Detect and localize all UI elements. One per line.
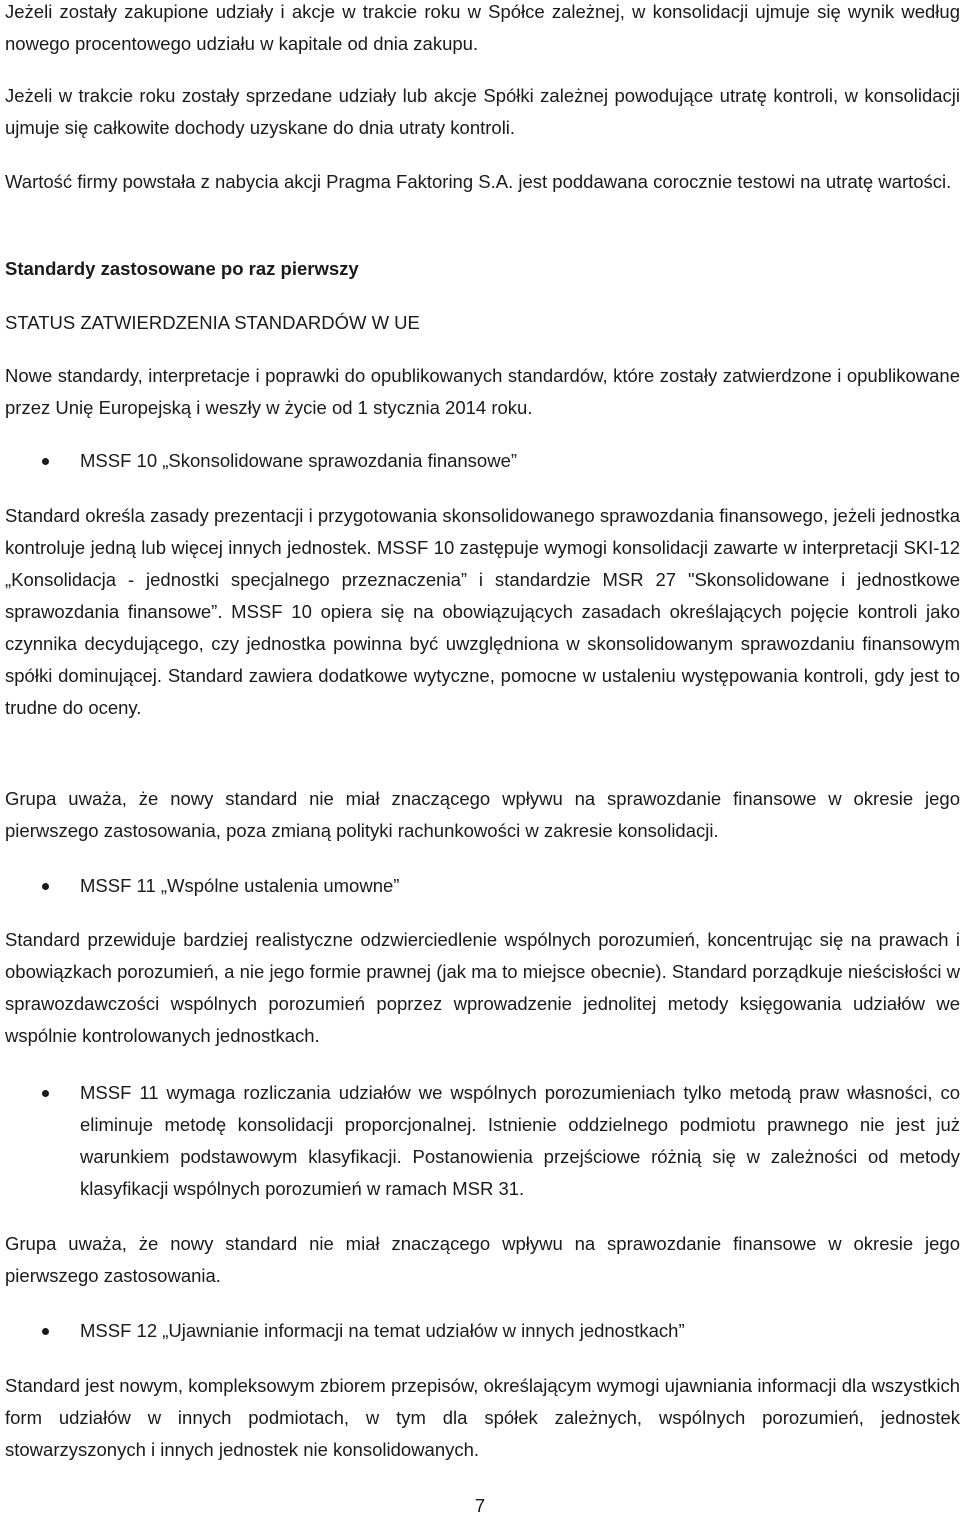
bullet-dot-icon <box>42 883 49 890</box>
bullet-text-ifrs11-equity: MSSF 11 wymaga rozliczania udziałów we wspólnych porozumieniach tylko metodą praw własności, co eliminuje metodę konsolidacji proporcjonalnej. Istnienie oddzielnego podmiotu prawnego nie jest już warunkiem podstawowym klasyfikacji. Postanowienia przejściowe różnią się w zależności od metody klasyfikacji wspólnych porozumień w ramach MSR 31. <box>80 1082 960 1199</box>
paragraph-disposal: Jeżeli w trakcie roku zostały sprzedane udziały lub akcje Spółki zależnej powodujące utratę kontroli, w konsolidacji ujmuje się całkowite dochody uzyskane do dnia utraty kontroli. <box>5 85 960 138</box>
heading-eu-status: STATUS ZATWIERDZENIA STANDARDÓW W UE <box>5 312 420 333</box>
bullet-text-ifrs12: MSSF 12 „Ujawnianie informacji na temat udziałów w innych jednostkach” <box>80 1320 685 1341</box>
bullet-dot-icon <box>42 1328 49 1335</box>
paragraph-ifrs12-description: Standard jest nowym, kompleksowym zbiorem przepisów, określającym wymogi ujawniania informacji dla wszystkich form udziałów w innych podmiotach, w tym dla spółek zależnych, wspólnych porozumień, jednostek stowarzyszonych i innych jednostek nie konsolidowanych. <box>5 1375 960 1460</box>
paragraph-ifrs10-description: Standard określa zasady prezentacji i przygotowania skonsolidowanego sprawozdania finansowego, jeżeli jednostka kontroluje jedną lub więcej innych jednostek. MSSF 10 zastępuje wymogi konsolidacji zawarte w interpretacji SKI-12 „Konsolidacja - jednostki specjalnego przeznaczenia” i standardzie MSR 27 "Skonsolidowane i jednostkowe sprawozdania finansowe”. MSSF 10 opiera się na obowiązujących zasadach określających pojęcie kontroli jako czynnika decydującego, czy jednostka powinna być uwzględniona w skonsolidowanym sprawozdaniu finansowym spółki dominującej. Standard zawiera dodatkowe wytyczne, pomocne w ustaleniu występowania kontroli, gdy jest to trudne do oceny. <box>5 505 960 718</box>
paragraph-acquisition: Jeżeli zostały zakupione udziały i akcje w trakcie roku w Spółce zależnej, w konsolidacji ujmuje się wynik według nowego procentowego udziału w kapitale od dnia zakupu. <box>5 1 960 54</box>
bullet-dot-icon <box>42 458 49 465</box>
bullet-text-ifrs11: MSSF 11 „Wspólne ustalenia umowne” <box>80 875 400 896</box>
paragraph-ifrs11-description: Standard przewiduje bardziej realistyczne odzwierciedlenie wspólnych porozumień, koncentrując się na prawach i obowiązkach porozumień, a nie jego formie prawnej (jak ma to miejsce obecnie). Standard porządkuje nieścisłości w sprawozdawczości wspólnych porozumień poprzez wprowadzenie jednolitej metody księgowania udziałów we wspólnie kontrolowanych jednostkach. <box>5 929 960 1046</box>
bullet-text-ifrs10: MSSF 10 „Skonsolidowane sprawozdania finansowe” <box>80 450 518 471</box>
heading-standards-first-applied: Standardy zastosowane po raz pierwszy <box>5 258 359 279</box>
paragraph-new-standards: Nowe standardy, interpretacje i poprawki do opublikowanych standardów, które zostały zatwierdzone i opublikowane przez Unię Europejską i weszły w życie od 1 stycznia 2014 roku. <box>5 365 960 418</box>
page-number: 7 <box>474 1495 486 1516</box>
paragraph-ifrs11-impact: Grupa uważa, że nowy standard nie miał znaczącego wpływu na sprawozdanie finansowe w okresie jego pierwszego zastosowania. <box>5 1233 960 1286</box>
bullet-dot-icon <box>42 1090 49 1097</box>
paragraph-ifrs10-impact: Grupa uważa, że nowy standard nie miał znaczącego wpływu na sprawozdanie finansowe w okresie jego pierwszego zastosowania, poza zmianą polityki rachunkowości w zakresie konsolidacji. <box>5 788 960 841</box>
paragraph-goodwill: Wartość firmy powstała z nabycia akcji Pragma Faktoring S.A. jest poddawana corocznie testowi na utratę wartości. <box>5 171 952 192</box>
